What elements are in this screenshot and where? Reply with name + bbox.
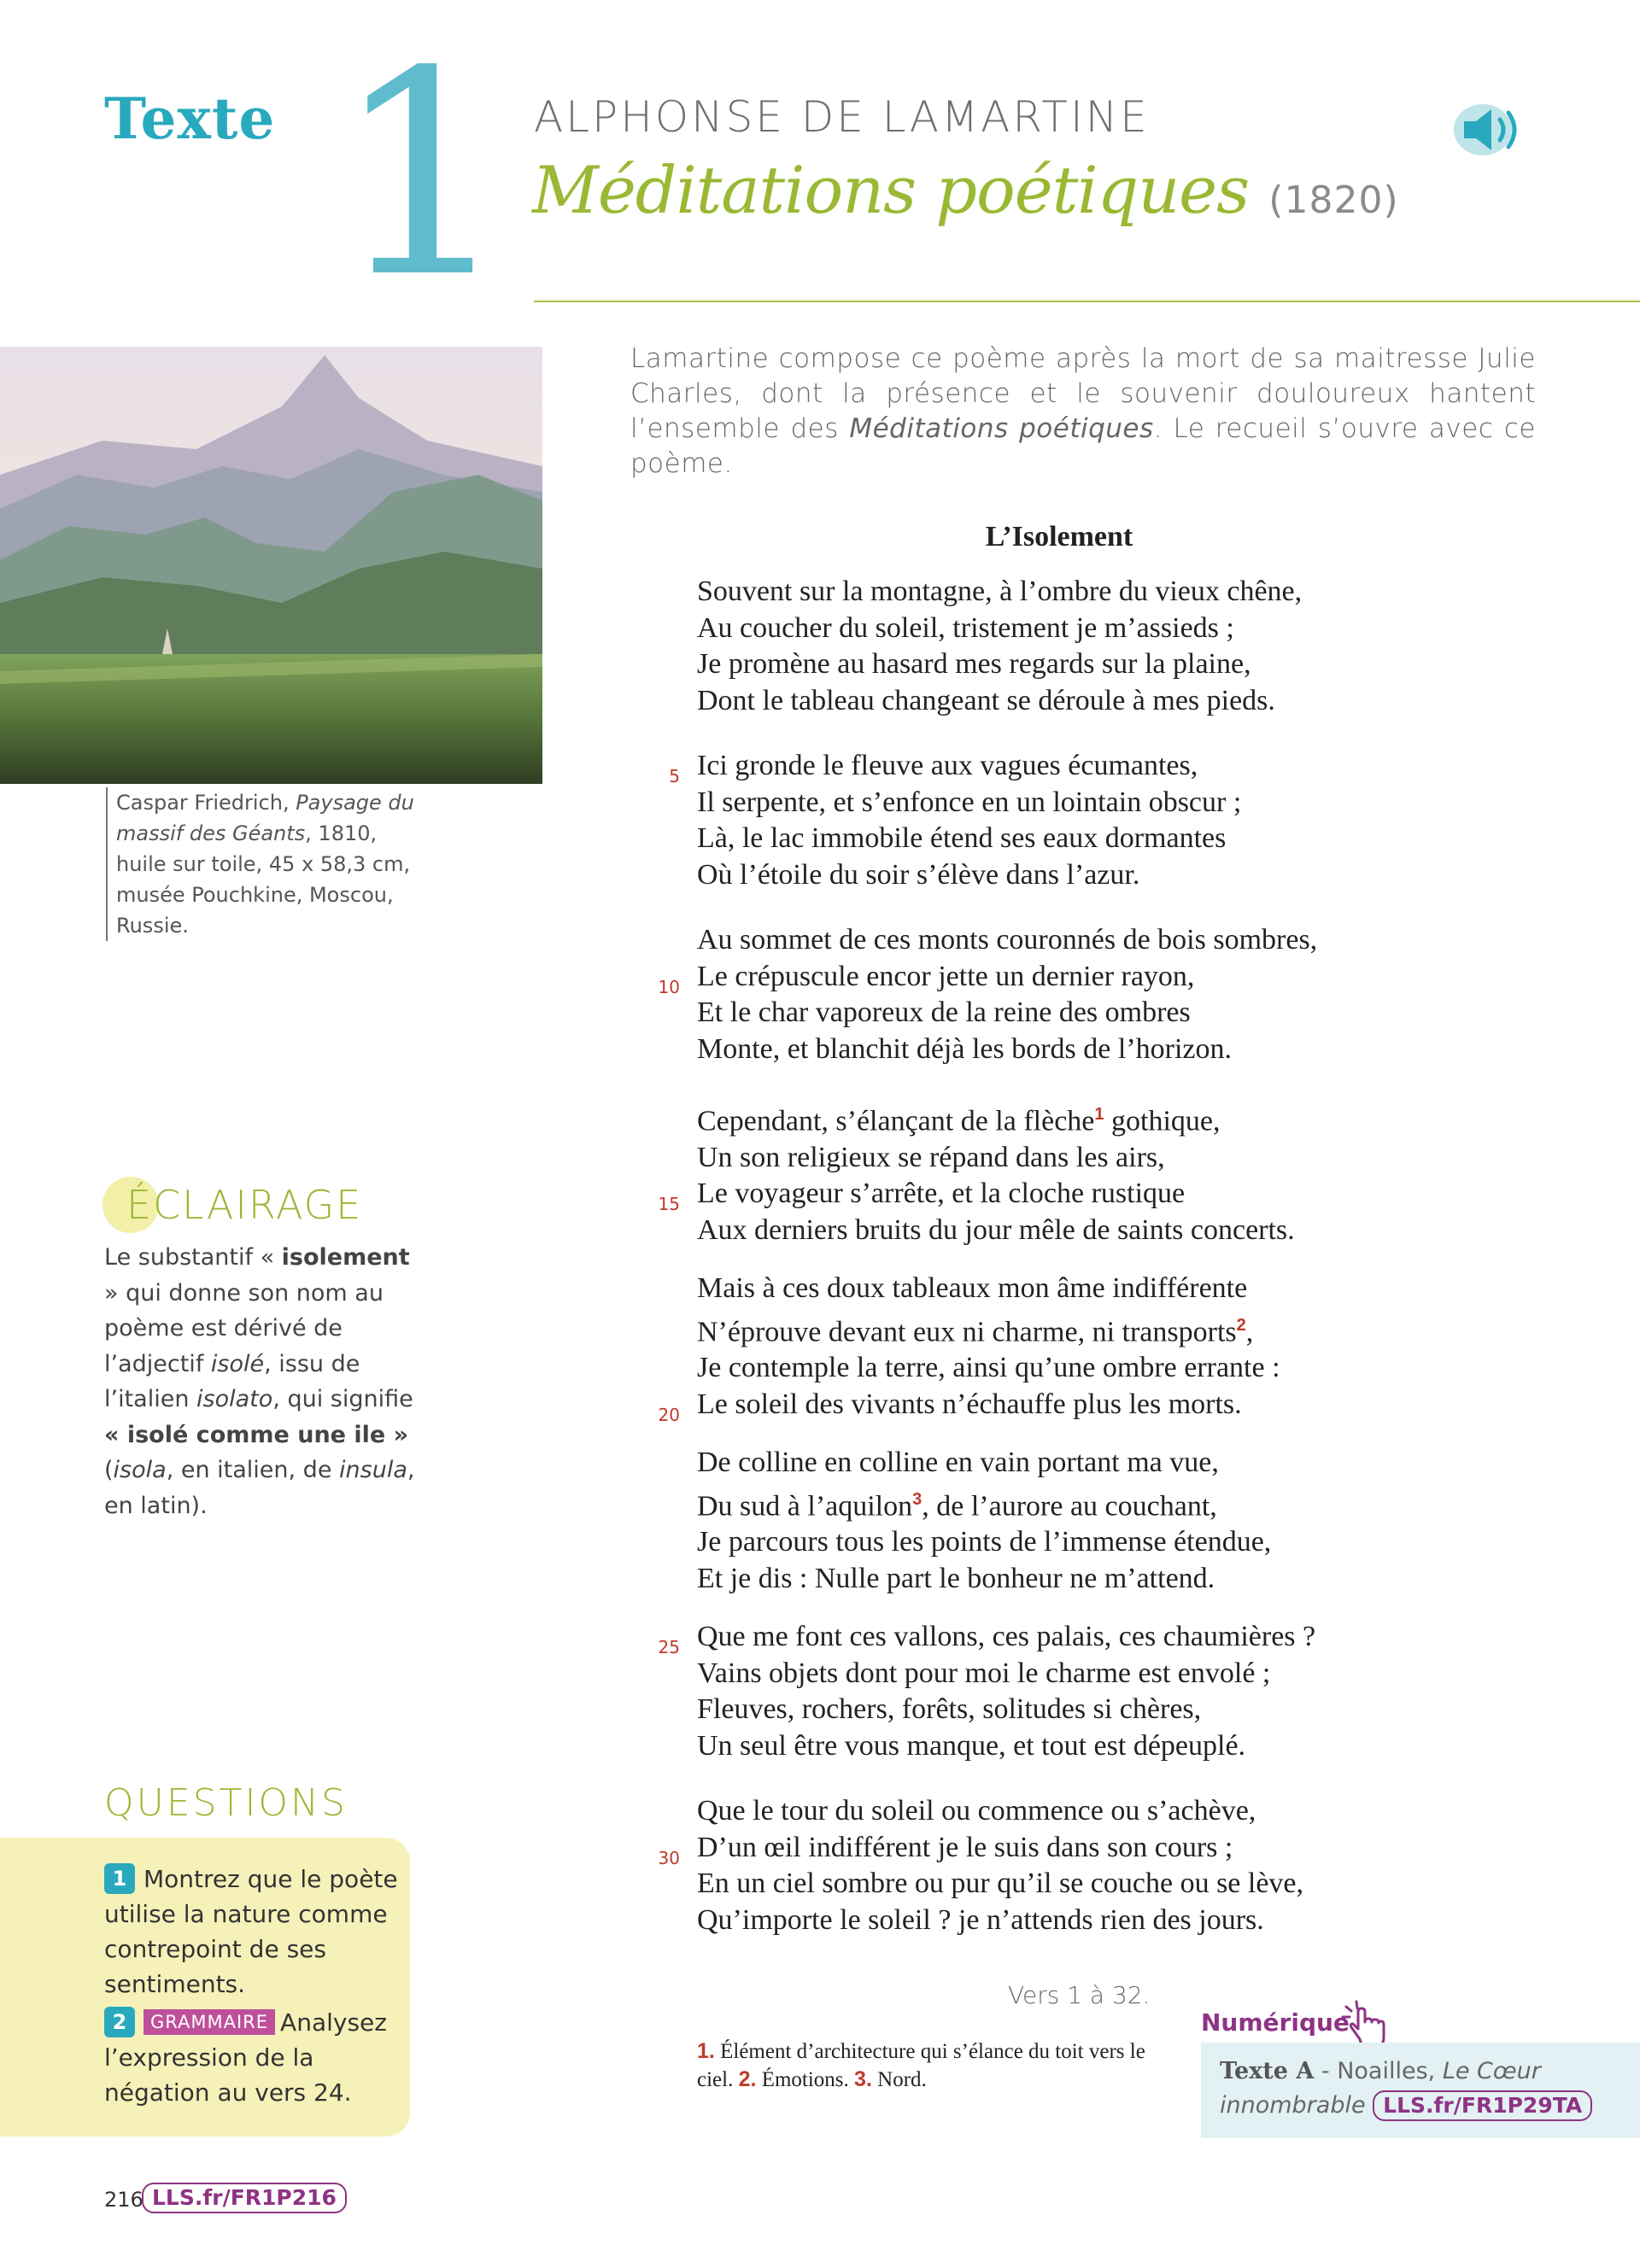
painting-image (0, 347, 542, 784)
work-year: (1820) (1268, 178, 1399, 222)
poem-line: Je parcours tous les points de l’immense étendue, (697, 1526, 1272, 1558)
poem-line: Il serpente, et s’enfonce en un lointain obscur ; (697, 786, 1242, 818)
poem-line: 15 Le voyageur s’arrête, et la cloche rustique (697, 1176, 1295, 1213)
footnote-ref[interactable]: 3 (912, 1489, 922, 1509)
stanza (658, 1793, 1304, 1938)
stanza (669, 748, 1242, 893)
line-number: 25 (658, 1637, 680, 1657)
poem-line: Fleuves, rochers, forêts, solitudes si chères, (697, 1693, 1202, 1725)
poem-line: Cependant, s’élançant de la flèche$^1$ gothique, (697, 1105, 1221, 1137)
texte-label: Texte (104, 85, 276, 152)
line-number: 5 (669, 766, 680, 786)
eclairage-title: ÉCLAIRAGE (126, 1182, 363, 1228)
poem-line: En un ciel sombre ou pur qu’il se couche ou se lève, (697, 1868, 1304, 1899)
numerique-label: Numérique (1201, 2008, 1350, 2037)
question-item: 1 Montrez que le poète utilise la nature comme contrepoint de ses sentiments. (104, 1865, 398, 1998)
poem-line: De colline en colline en vain portant ma vue, (697, 1447, 1219, 1478)
question-number: 1 (104, 1863, 135, 1894)
poem-line: Souvent sur la montagne, à l’ombre du vieux chêne, (697, 576, 1303, 607)
question-number: 2 (104, 2007, 135, 2037)
poem-line: 20 Le soleil des vivants n’échauffe plus les morts. (697, 1387, 1280, 1423)
eclairage-body: Le substantif « isolement » qui donne son nom au poème est dérivé de l’adjectif isolé, issu de l’italien isolato, qui signifie « isolé comme une ile » (isola, en italien, de insula, en latin). (104, 1244, 415, 1519)
grammaire-tag: GRAMMAIRE (144, 2009, 275, 2035)
poem-line: Je contemple la terre, ainsi qu’une ombre errante : (697, 1352, 1280, 1384)
page-link[interactable]: LLS.fr/FR1P216 (142, 2183, 347, 2213)
footnotes: 1. Élément d’architecture qui s’élance du toit vers le ciel. 2. Émotions. 3. Nord. (697, 2039, 1145, 2091)
vers-reference: Vers 1 à 32. (1008, 1981, 1151, 2009)
poem-line: Et je dis : Nulle part le bonheur ne m’attend. (697, 1562, 1215, 1594)
questions-title: QUESTIONS (104, 1781, 348, 1825)
author-name: ALPHONSE DE LAMARTINE (534, 92, 1150, 142)
numerique-text: Texte A - Noailles, Le Cœur innombrable LLS.fr/FR1P29TA (1220, 2055, 1630, 2123)
page-number: 216 (104, 2188, 144, 2212)
painting-caption: Caspar Friedrich, Paysage du massif des Géants, 1810, huile sur toile, 45 x 58,3 cm, musée Pouchkine, Moscou, Russie. (106, 787, 424, 941)
poem-line: Dont le tableau changeant se déroule à mes pieds. (697, 684, 1275, 716)
footnote-ref[interactable]: 2 (1236, 1315, 1246, 1335)
numerique-link[interactable]: LLS.fr/FR1P29TA (1373, 2090, 1592, 2121)
poem-line: Que le tour du soleil ou commence ou s’achève, (697, 1795, 1256, 1827)
poem-line: N’éprouve devant eux ni charme, ni transports$^2$, (697, 1315, 1254, 1347)
poem-line: Mais à ces doux tableaux mon âme indifférente (697, 1272, 1248, 1304)
poem-line: Où l’étoile du soir s’élève dans l’azur. (697, 858, 1140, 891)
footnote-ref[interactable]: 1 (1094, 1105, 1104, 1124)
poem-line: Au sommet de ces monts couronnés de bois sombres, (697, 924, 1318, 956)
stanza (658, 1619, 1316, 1764)
stanza (697, 574, 1302, 719)
line-number: 30 (658, 1847, 680, 1868)
poem-line: 30 D’un œil indifférent je le suis dans son cours ; (697, 1830, 1303, 1867)
stanza (658, 1096, 1295, 1248)
work-title-text: Méditations poétiques (532, 152, 1250, 228)
poem-line: Et le char vaporeux de la reine des ombres (697, 997, 1191, 1028)
poem-line: Là, le lac immobile étend ses eaux dormantes (697, 822, 1227, 854)
stanza (658, 922, 1318, 1067)
poem-line: 5 Ici gronde le fleuve aux vagues écumantes, (697, 748, 1241, 785)
stanza (697, 1445, 1271, 1597)
poem-line: Vains objets dont pour moi le charme est envolé ; (697, 1657, 1271, 1689)
poem-line: Du sud à l’aquilon$^3$, de l’aurore au couchant, (697, 1489, 1217, 1522)
line-number: 10 (658, 976, 680, 997)
stanza (658, 1271, 1280, 1425)
intro-paragraph: Lamartine compose ce poème après la mort de sa maitresse Julie Charles, dont la présence et le souvenir douloureux hantent l’ensemble des Méditations poétiques. Le recueil s’ouvre avec ce poème. (630, 343, 1536, 479)
questions-list (104, 1862, 399, 2110)
line-number: 15 (658, 1194, 680, 1215)
page-link-wrap (142, 2183, 347, 2213)
poem-title: L’Isolement (985, 521, 1133, 552)
question-item: 2 GRAMMAIRE Analysez l’expression de la négation au vers 24. (104, 2008, 387, 2107)
header-rule (534, 301, 1640, 302)
work-title (532, 152, 1399, 228)
poem-line: Qu’importe le soleil ? je n’attends rien des jours. (697, 1903, 1264, 1936)
poem-line: Un seul être vous manque, et tout est dépeuplé. (697, 1729, 1246, 1762)
poem-line: Monte, et blanchit déjà les bords de l’horizon. (697, 1032, 1232, 1065)
poem-line: Au coucher du soleil, tristement je m’assieds ; (697, 611, 1234, 644)
text-number: 1 (333, 11, 512, 339)
poem-line: Je promène au hasard mes regards sur la plaine, (697, 648, 1251, 680)
speaker-icon[interactable] (1452, 99, 1534, 161)
poem-line: Un son religieux se répand dans les airs, (697, 1141, 1165, 1173)
poem-line: 10 Le crépuscule encor jette un dernier rayon, (697, 959, 1317, 996)
poem-line: 25 Que me font ces vallons, ces palais, ces chaumières ? (697, 1619, 1315, 1656)
line-number: 20 (658, 1404, 680, 1425)
poem-line: Aux derniers bruits du jour mêle de saints concerts. (697, 1213, 1295, 1246)
